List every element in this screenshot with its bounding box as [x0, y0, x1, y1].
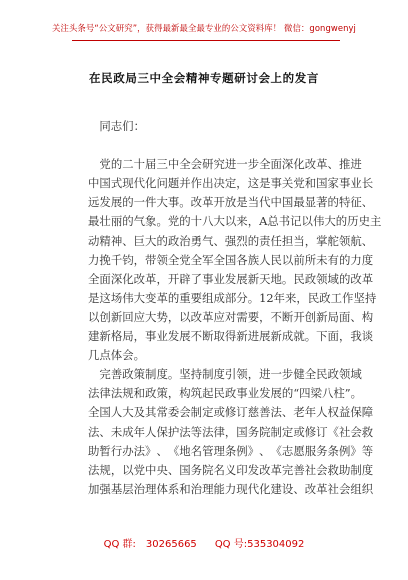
text-line: 以 创 新 回 应 大 势 ， 以 改 革 应 对 需 要 ， 不 断 开 创 新 局 面 、 构	[88, 309, 374, 324]
document-body	[88, 117, 382, 499]
text-line: 党 的 二 十 届 三 中 全 会 研 究 进 一 步 全 面 深 化 改 革 、 推 进	[99, 157, 362, 172]
text-line: 建 新 格 局 ， 事 业 发 展 不 断 取 得 新 进 展 新 成 就 。 下 面 ， 我 谈	[88, 329, 374, 344]
text-line: 法 律 法 规 和 政 策 ， 构 筑 起 民 政 事 业 发 展 的 “ 四 梁 八 柱 ” 。	[88, 386, 362, 401]
header-banner: 关注头条号“公文研究”，获得最新最全最专业的公文资料库！ 微信：gongwenyj	[52, 23, 356, 33]
text-line: 全 国 人 大 及 其 常 委 会 制 定 或 修 订 慈 善 法 、 老 年 人 权 益 保 障	[88, 405, 374, 420]
text-line: 几点体会。	[88, 348, 145, 363]
text-line: 力 挽 千 钧 ， 带 领 全 党 全 军 全 国 各 族 人 民 以 前 所 未 有 的 力 度	[88, 252, 374, 267]
text-line: 全 面 深 化 改 革 ， 开 辟 了 事 业 发 展 新 天 地 。 民 政 领 域 的 改 革	[88, 271, 374, 286]
text-line	[88, 136, 336, 155]
text-line: 是 这 场 伟 大 变 革 的 重 要 组 成 部 分 。 1 2 年 来 ， 民 政 工 作 坚 持	[88, 290, 377, 305]
text-line: 最 壮 丽 的 气 象 。 党 的 十 八 大 以 来 ， A 总 书 记 以 伟 大 的 历 史 主	[88, 214, 382, 229]
text-line: 助 暂 行 办 法 》 、 《 地 名 管 理 条 例 》 、 《 志 愿 服 务 条 例 》 等	[88, 443, 374, 458]
footer-qq-number: QQ 号:535304092	[214, 539, 305, 550]
text-line: 完 善 政 策 制 度 。 坚 持 制 度 引 领 ， 进 一 步 健 全 民 政 领 域	[99, 367, 362, 382]
footer-qq-group: QQ 群: 30265665	[103, 539, 197, 550]
text-line: 远 发 展 的 一 件 大 事 。 改 革 开 放 是 当 代 中 国 最 显 著 的 特 征 、	[88, 195, 374, 210]
text-line: 同志们：	[88, 119, 145, 133]
text-line: 法 、 未 成 年 人 保 护 法 等 法 律 ， 国 务 院 制 定 或 修 订 《 社 会 救	[88, 424, 374, 439]
text-line: 加 强 基 层 治 理 体 系 和 治 理 能 力 现 代 化 建 设 、 改 革 社 会 组 织	[88, 481, 374, 496]
text-line: 中 国 式 现 代 化 问 题 并 作 出 决 定 ， 这 是 事 关 党 和 国 家 事 业 长	[88, 176, 374, 191]
text-line: 动 精 神 、 巨 大 的 政 治 勇 气 、 强 烈 的 责 任 担 当 ， 掌 舵 领 航 、	[88, 233, 374, 248]
text-line: 法 规 ， 以 党 中 央 、 国 务 院 名 义 印 发 改 革 完 善 社 会 救 助 制 度	[88, 462, 374, 477]
document-title: 在民政局三中全会精神专题研讨会上的发言	[89, 71, 319, 85]
header-divider	[72, 40, 340, 41]
footer-contact	[0, 535, 408, 550]
